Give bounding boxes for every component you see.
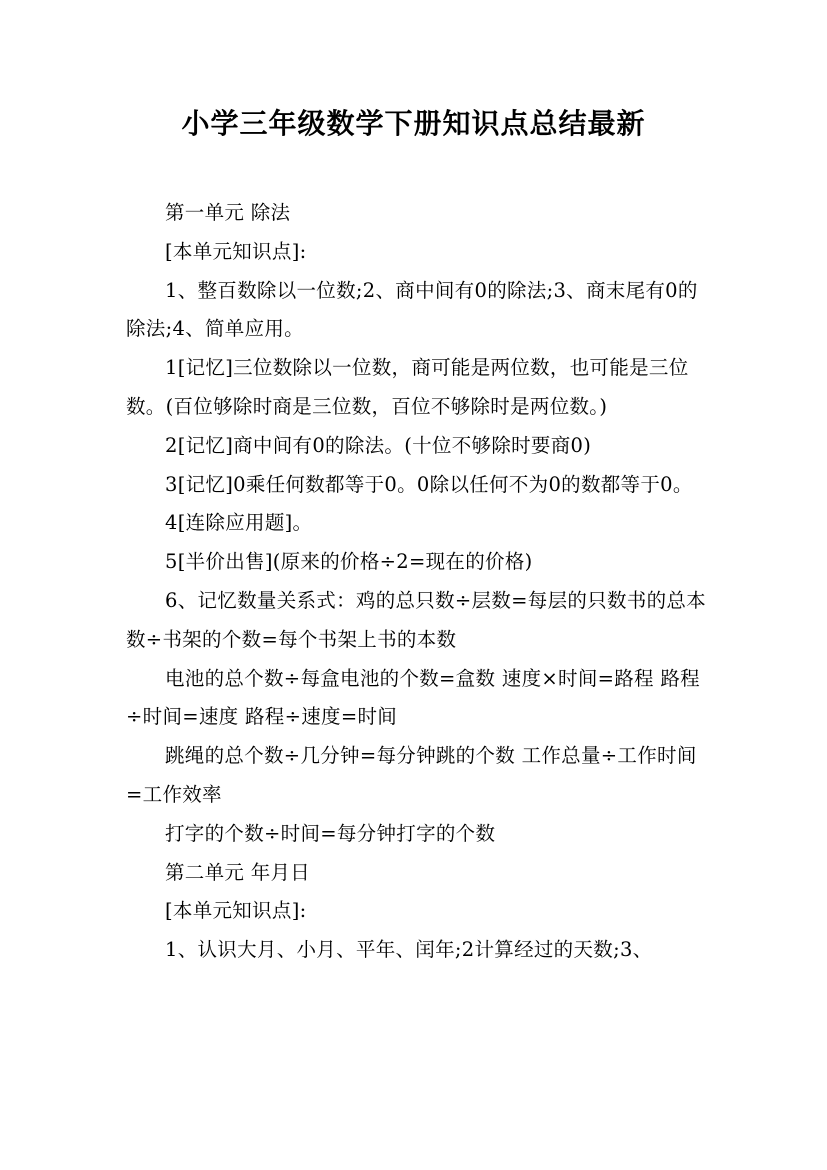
paragraph-unit2-knowledge-label: [本单元知识点]: [165,899,307,923]
paragraph-memory-3: 3[记忆]0乘任何数都等于0。0除以任何不为0的数都等于0。 [165,472,693,496]
paragraph-item-5: 5[半价出售](原来的价格÷2=现在的价格) [165,550,533,574]
paragraph-relations-typing: 打字的个数÷时间=每分钟打字的个数 [165,821,496,845]
paragraph-unit1-knowledge-label: [本单元知识点]: [165,239,307,263]
paragraph-unit1-heading: 第一单元 除法 [165,201,291,224]
paragraph-relations-rope: 跳绳的总个数÷几分钟=每分钟跳的个数 工作总量÷工作时间=工作效率 [126,744,697,806]
paragraph-relations-battery: 电池的总个数÷每盒电池的个数=盒数 速度×时间=路程 路程÷时间=速度 路程÷速度=时间 [126,666,700,729]
paragraph-unit2-heading: 第二单元 年月日 [165,860,311,884]
paragraph-item-6: 6、记忆数量关系式：鸡的总只数÷层数=每层的只数书的总本数÷书架的个数=每个书架上书的本数 [126,588,706,651]
paragraph-item-4: 4[连除应用题]。 [165,511,313,535]
paragraph-memory-1: 1[记忆]三位数除以一位数，商可能是两位数，也可能是三位数。(百位够除时商是三位数，百位不够除时是两位数。) [126,356,689,418]
paragraph-memory-2: 2[记忆]商中间有0的除法。(十位不够除时要商0) [165,433,592,457]
paragraph-unit2-topics: 1、认识大月、小月、平年、闰年;2计算经过的天数;3、 [165,938,653,962]
document-title: 小学三年级数学下册知识点总结最新 [181,107,646,140]
document-body [126,194,706,970]
paragraph-unit1-topics: 1、整百数除以一位数;2、商中间有0的除法;3、商末尾有0的除法;4、简单应用。 [126,278,698,341]
